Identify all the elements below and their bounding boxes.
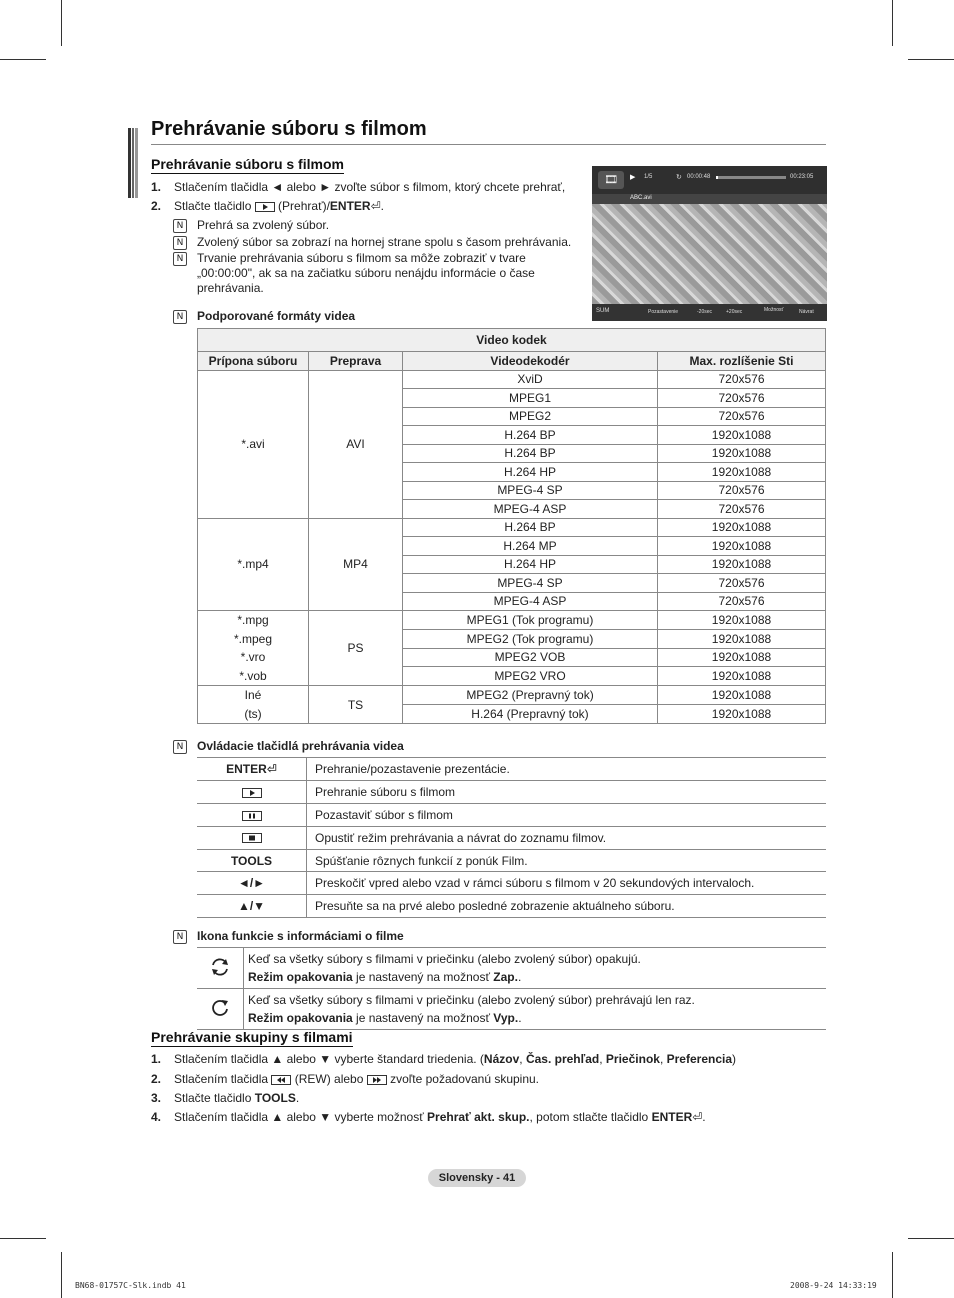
decoder-cell: H.264 BP (403, 426, 658, 445)
enter-icon: ⏎ (266, 761, 277, 776)
table-row (198, 611, 826, 630)
note-icon: N (173, 219, 187, 233)
resolution-cell: 1920x1088 (658, 555, 826, 574)
step-2: 2. Stlačte tlačidlo (Prehrať)/ENTER⏎. (151, 199, 384, 213)
resolution-cell: 1920x1088 (658, 518, 826, 537)
crop-mark (908, 59, 954, 60)
step-3: 3. Stlačte tlačidlo TOOLS. (151, 1091, 300, 1105)
decoder-cell: H.264 HP (403, 463, 658, 482)
enter-icon: ⏎ (370, 199, 381, 213)
step-2: 2. Stlačením tlačidla (REW) alebo zvoľte požadovanú skupinu. (151, 1072, 540, 1086)
decoder-cell: XviD (403, 370, 658, 389)
resolution-cell: 1920x1088 (658, 537, 826, 556)
enter-icon: ⏎ (692, 1110, 703, 1124)
table-header: Prípona súboru (198, 352, 309, 371)
play-key-icon (255, 202, 275, 212)
crop-mark (0, 59, 46, 60)
transport-cell: AVI (309, 370, 403, 518)
section-heading: Prehrávanie skupiny s filmami (151, 1029, 353, 1045)
resolution-cell: 1920x1088 (658, 463, 826, 482)
resolution-cell: 1920x1088 (658, 686, 826, 705)
decoder-cell: H.264 MP (403, 537, 658, 556)
print-info-right: 2008-9-24 14:33:19 (790, 1281, 877, 1290)
table-row: Prehranie súboru s filmom (197, 780, 826, 803)
table-row (198, 518, 826, 537)
resolution-cell: 720x576 (658, 389, 826, 408)
play-key-icon (242, 788, 262, 798)
play-icon: ▶ (630, 174, 636, 181)
screen-bottom-bar: SUM Pozastavenie -20sec +20sec Možnosť Návrat (592, 304, 827, 321)
decoder-cell: MPEG2 (403, 407, 658, 426)
pause-key-icon (242, 811, 262, 821)
note-icon: N (173, 236, 187, 250)
table-row: Keď sa všetky súbory s filmami v priečinku (alebo zvolený súbor) opakujú. Režim opakovania je nastavený na možnosť Zap.. (197, 948, 826, 989)
decoder-cell: MPEG1 (403, 389, 658, 408)
print-info-left: BN68-01757C-Slk.indb 41 (75, 1281, 186, 1290)
playback-screenshot: 🎞 ▶ 1/5 ↻ 00:00:48 00:23:05 ABC.avi SUM Pozastavenie -20sec +20sec Možnosť Návrat (592, 166, 827, 321)
table-row: ▲/▼ Presuňte sa na prvé alebo posledné zobrazenie aktuálneho súboru. (197, 895, 826, 918)
step-1: 1. Stlačením tlačidla ▲ alebo ▼ vyberte štandard triedenia. (Názov, Čas. prehľad, Priečinok, Preferencia) (151, 1052, 736, 1066)
table-row: Opustiť režim prehrávania a návrat do zoznamu filmov. (197, 826, 826, 849)
crop-mark (908, 1238, 954, 1239)
decoder-cell: MPEG2 (Prepravný tok) (403, 686, 658, 705)
transport-cell: TS (309, 686, 403, 724)
fast-forward-key-icon (367, 1075, 387, 1085)
step-4: 4. Stlačením tlačidla ▲ alebo ▼ vyberte možnosť Prehrať akt. skup., potom stlačte tlačidlo ENTER⏎. (151, 1110, 706, 1124)
video-frame (592, 204, 827, 304)
resolution-cell: 1920x1088 (658, 629, 826, 648)
resolution-cell: 1920x1088 (658, 444, 826, 463)
crop-mark (892, 1252, 893, 1298)
stop-key-icon (242, 833, 262, 843)
codec-table (197, 328, 826, 724)
note: N Prehrá sa zvolený súbor. (173, 218, 329, 233)
crop-mark (61, 0, 62, 46)
repeat-all-icon (209, 956, 231, 978)
decoder-cell: MPEG-4 ASP (403, 500, 658, 519)
controls-table (197, 757, 826, 918)
repeat-icon: ↻ (676, 174, 682, 181)
table-header: Prepravа (309, 352, 403, 371)
decoder-cell: H.264 HP (403, 555, 658, 574)
table-row: TOOLS Spúšťanie rôznych funkcií z ponúk Film. (197, 849, 826, 872)
note: N Trvanie prehrávania súboru s filmom sa môže zobraziť v tvare „00:00:00", ak sa na začiatku súboru nenájdu informácie o čase prehrávania. (173, 251, 543, 296)
decoder-cell: H.264 BP (403, 444, 658, 463)
transport-cell: MP4 (309, 518, 403, 611)
table-header: Video kodek (198, 329, 826, 352)
info-table (197, 947, 826, 1030)
note-icon: N (173, 252, 187, 266)
decoder-cell: MPEG-4 ASP (403, 592, 658, 611)
resolution-cell: 720x576 (658, 574, 826, 593)
decoder-cell: H.264 (Prepravný tok) (403, 705, 658, 724)
resolution-cell: 720x576 (658, 407, 826, 426)
resolution-cell: 1920x1088 (658, 705, 826, 724)
page-number: Slovensky - 41 (428, 1169, 526, 1187)
file-extension-cell: *.avi (198, 370, 309, 518)
decoder-cell: MPEG-4 SP (403, 574, 658, 593)
repeat-once-icon (209, 997, 231, 1019)
crop-mark (0, 1238, 46, 1239)
table-row: ◄/► Preskočiť vpred alebo vzad v rámci súboru s filmom v 20 sekundových intervaloch. (197, 872, 826, 895)
note: N Ovládacie tlačidlá prehrávania videa (173, 739, 404, 754)
progress-fill (716, 176, 718, 179)
title-decoration (128, 128, 140, 198)
note-icon: N (173, 310, 187, 324)
file-extension-cell: Iné (ts) (198, 686, 309, 724)
resolution-cell: 1920x1088 (658, 667, 826, 686)
page-title: Prehrávanie súboru s filmom (151, 118, 427, 140)
decoder-cell: MPEG1 (Tok programu) (403, 611, 658, 630)
decoder-cell: MPEG2 (Tok programu) (403, 629, 658, 648)
table-row: ENTER⏎ Prehranie/pozastavenie prezentácie. (197, 758, 826, 781)
resolution-cell: 720x576 (658, 481, 826, 500)
decoder-cell: MPEG-4 SP (403, 481, 658, 500)
title-divider (151, 144, 826, 145)
crop-mark (892, 0, 893, 46)
crop-mark (61, 1252, 62, 1298)
resolution-cell: 720x576 (658, 500, 826, 519)
step-1: 1. Stlačením tlačidla ◄ alebo ► zvoľte súbor s filmom, ktorý chcete prehrať, (151, 180, 566, 194)
decoder-cell: MPEG2 VOB (403, 648, 658, 667)
transport-cell: PS (309, 611, 403, 686)
table-row (198, 370, 826, 389)
decoder-cell: MPEG2 VRO (403, 667, 658, 686)
progress-bar (716, 176, 786, 179)
resolution-cell: 720x576 (658, 592, 826, 611)
note-icon: N (173, 930, 187, 944)
resolution-cell: 1920x1088 (658, 611, 826, 630)
table-header: Videodekodér (403, 352, 658, 371)
note: N Zvolený súbor sa zobrazí na hornej strane spolu s časom prehrávania. (173, 235, 571, 250)
screen-top-bar: 🎞 ▶ 1/5 ↻ 00:00:48 00:23:05 (592, 166, 827, 194)
note: N Podporované formáty videa (173, 309, 355, 324)
rewind-key-icon (271, 1075, 291, 1085)
table-row: Pozastaviť súbor s filmom (197, 803, 826, 826)
file-extension-cell: *.mp4 (198, 518, 309, 611)
note: N Ikona funkcie s informáciami o filme (173, 929, 404, 944)
table-row (198, 686, 826, 705)
resolution-cell: 720x576 (658, 370, 826, 389)
decoder-cell: H.264 BP (403, 518, 658, 537)
film-icon: 🎞 (598, 171, 624, 189)
table-row: Keď sa všetky súbory s filmami v priečinku (alebo zvolený súbor) prehrávajú len raz. Režim opakovania je nastavený na možnosť Vyp.. (197, 989, 826, 1030)
table-header: Max. rozlíšenie Sti (658, 352, 826, 371)
resolution-cell: 1920x1088 (658, 426, 826, 445)
resolution-cell: 1920x1088 (658, 648, 826, 667)
section-heading: Prehrávanie súboru s filmom (151, 156, 344, 172)
note-icon: N (173, 740, 187, 754)
file-extension-cell: *.mpg *.mpeg *.vro *.vob (198, 611, 309, 686)
